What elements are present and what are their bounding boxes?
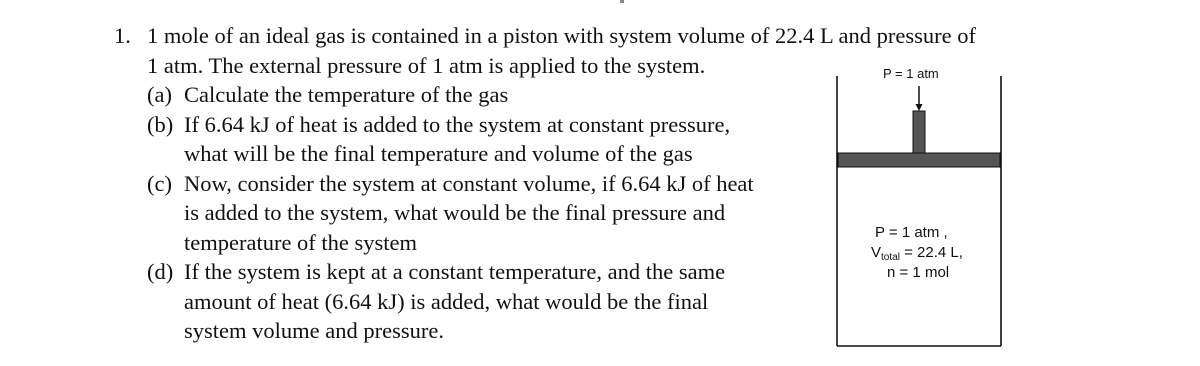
cropped-glyph-fragment <box>620 0 624 3</box>
part-a-text-line-1: Calculate the temperature of the gas <box>184 82 509 107</box>
part-c-text-line-2: is added to the system, what would be the final pressure and <box>184 200 726 225</box>
part-c-label: (c) <box>147 170 172 196</box>
question-stem-line-2: 1 atm. The external pressure of 1 atm is applied to the system. <box>147 52 706 78</box>
volume-symbol: V <box>871 244 882 261</box>
part-c-text-line-3: temperature of the system <box>184 229 418 255</box>
question-stem-line-1: 1 mole of an ideal gas is contained in a piston with system volume of 22.4 L and pressure of <box>147 23 976 48</box>
gas-volume-label <box>871 244 963 263</box>
question-number: 1. <box>114 23 131 48</box>
volume-subscript: total <box>881 252 900 263</box>
volume-value: = 22.4 L, <box>899 244 963 261</box>
part-b-label: (b) <box>147 111 174 137</box>
part-b-text-line-2: what will be the final temperature and volume of the gas <box>184 141 693 166</box>
piston-head <box>838 153 1000 167</box>
gas-pressure-label: P = 1 atm , <box>875 224 948 241</box>
piston-cylinder-drawing <box>820 60 1020 350</box>
part-b-text-line-1: If 6.64 kJ of heat is added to the system at constant pressure, <box>184 111 731 137</box>
part-d-text-line-3: system volume and pressure. <box>184 318 444 343</box>
external-pressure-label: P = 1 atm <box>883 66 939 81</box>
piston-cylinder-diagram <box>820 60 1020 350</box>
pressure-arrow-head <box>916 104 923 111</box>
part-a-label: (a) <box>147 82 172 107</box>
part-c-text-line-1: Now, consider the system at constant volume, if 6.64 kJ of heat <box>184 170 754 196</box>
piston-rod <box>913 111 925 153</box>
part-d-text-line-2: amount of heat (6.64 kJ) is added, what would be the final <box>184 288 709 314</box>
part-d-label: (d) <box>147 259 174 284</box>
gas-moles-label: n = 1 mol <box>887 264 950 281</box>
part-d-text-line-1: If the system is kept at a constant temperature, and the same <box>184 259 726 284</box>
